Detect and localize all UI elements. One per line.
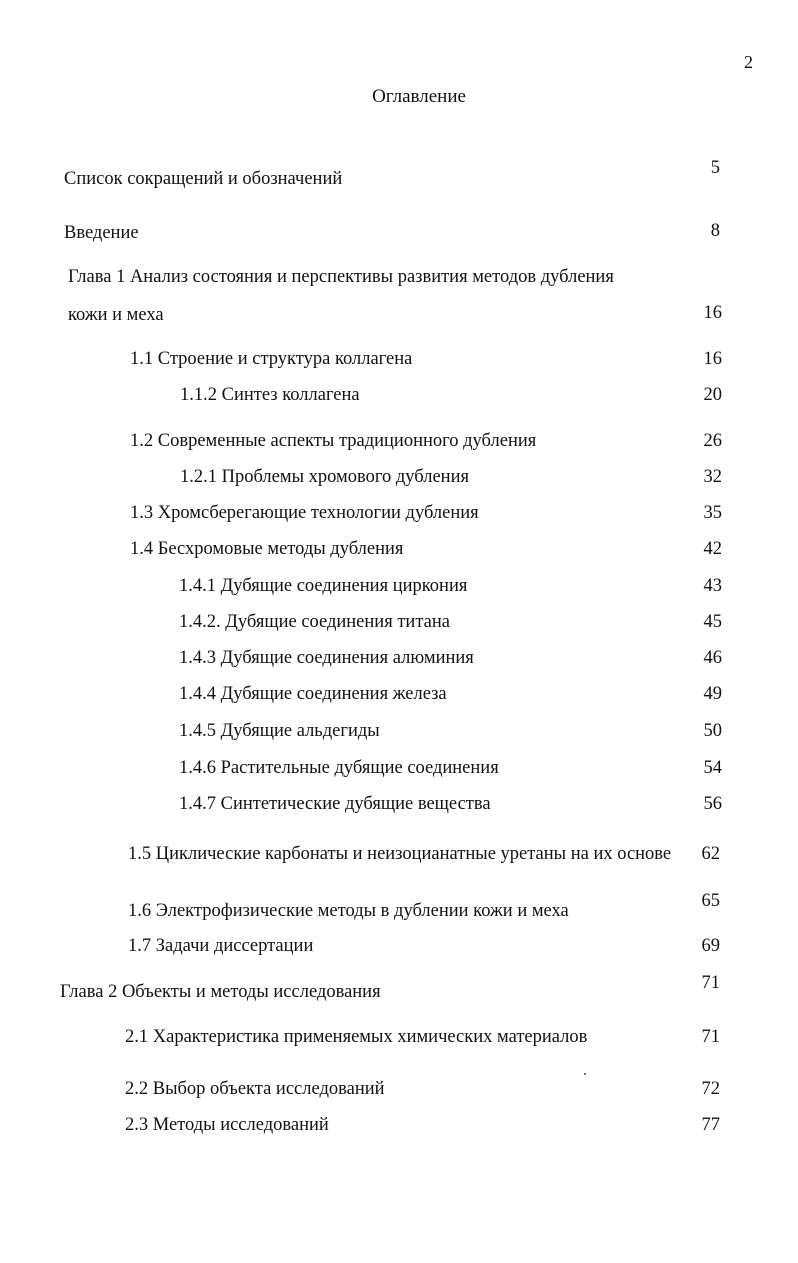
toc-entry-title: 1.4.4 Дубящие соединения железа [179, 684, 447, 704]
toc-entry-page: 16 [703, 349, 722, 369]
toc-entry-title: 1.1 Строение и структура коллагена [130, 349, 413, 369]
toc-entry-title: 1.5 Циклические карбонаты и неизоцианатные уретаны на их основе [128, 844, 672, 864]
toc-entry-page: 71 [701, 973, 720, 993]
scan-speck [584, 1073, 586, 1075]
toc-entry-page: 72 [701, 1079, 720, 1099]
toc-entry-page: 43 [703, 576, 722, 596]
toc-entry-title: 1.4.5 Дубящие альдегиды [179, 721, 380, 741]
toc-entry-title: 1.1.2 Синтез коллагена [180, 385, 360, 405]
toc-entry-title: 1.2 Современные аспекты традиционного дубления [130, 431, 537, 451]
toc-entry-page: 62 [701, 844, 720, 864]
toc-entry-title: 2.1 Характеристика применяемых химических материалов [125, 1027, 588, 1047]
toc-entry-page: 54 [703, 758, 722, 778]
toc-entry-page: 49 [703, 684, 722, 704]
toc-entry-title: 1.3 Хромсберегающие технологии дубления [130, 503, 479, 523]
toc-entry-page: 20 [703, 385, 722, 405]
toc-entry-title: 1.4 Бесхромовые методы дубления [130, 539, 404, 559]
toc-entry-page: 69 [701, 936, 720, 956]
toc-entry-title: 1.4.1 Дубящие соединения циркония [179, 576, 468, 596]
toc-title: Оглавление [372, 86, 466, 107]
toc-entry-title: 1.7 Задачи диссертации [128, 936, 314, 956]
toc-entry-page: 77 [701, 1115, 720, 1135]
toc-entry-title: 1.2.1 Проблемы хромового дубления [180, 467, 469, 487]
toc-entry-title: 1.6 Электрофизические методы в дублении кожи и меха [128, 901, 569, 921]
toc-entry-title: 2.2 Выбор объекта исследований [125, 1079, 385, 1099]
toc-entry-page: 16 [703, 303, 722, 323]
toc-entry-page: 32 [703, 467, 722, 487]
toc-entry-page: 46 [703, 648, 722, 668]
toc-entry-page: 5 [710, 158, 720, 178]
toc-entry-page: 45 [703, 612, 722, 632]
toc-entry-page: 65 [701, 891, 720, 911]
toc-entry-page: 56 [703, 794, 722, 814]
toc-entry-title-line2: кожи и меха [68, 305, 164, 325]
toc-entry-page: 35 [703, 503, 722, 523]
toc-entry-page: 26 [703, 431, 722, 451]
toc-entry-page: 8 [710, 221, 720, 241]
toc-entry-page: 71 [701, 1027, 720, 1047]
toc-entry-page: 42 [703, 539, 722, 559]
toc-entry-title: 2.3 Методы исследований [125, 1115, 329, 1135]
page-number: 2 [744, 52, 753, 72]
toc-entry-title: 1.4.3 Дубящие соединения алюминия [179, 648, 474, 668]
toc-entry-title: 1.4.7 Синтетические дубящие вещества [179, 794, 491, 814]
toc-entry-title: Введение [64, 223, 139, 243]
toc-entry-title: Глава 2 Объекты и методы исследования [60, 982, 381, 1002]
toc-entry-page: 50 [703, 721, 722, 741]
toc-entry-title-line1: Глава 1 Анализ состояния и перспективы развития методов дубления [68, 267, 614, 287]
toc-entry-title: Список сокращений и обозначений [64, 169, 343, 189]
toc-entry-title: 1.4.6 Растительные дубящие соединения [179, 758, 499, 778]
toc-entry-title: 1.4.2. Дубящие соединения титана [179, 612, 450, 632]
